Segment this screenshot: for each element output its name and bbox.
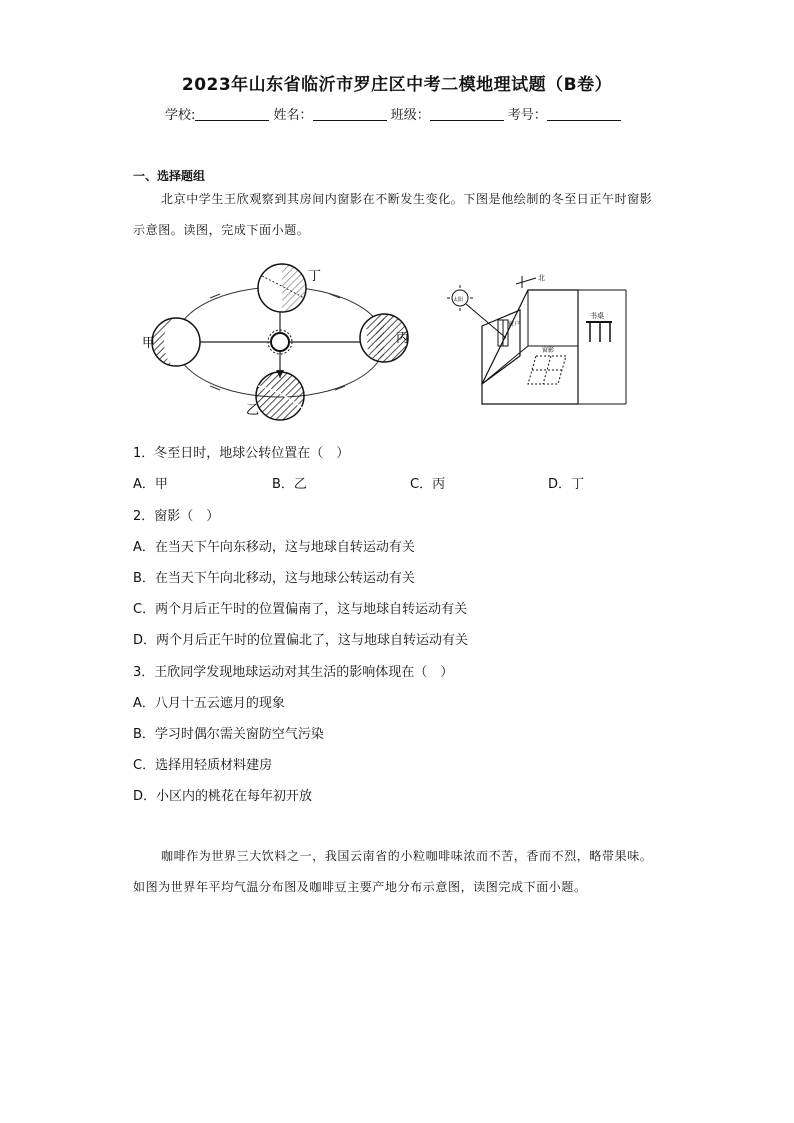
q2-option-c[interactable]: C．两个月后正午时的位置偏南了，这与地球自转运动有关: [133, 602, 468, 617]
q3-option-a[interactable]: A．八月十五云遮月的现象: [133, 696, 285, 711]
q1-option-c[interactable]: C．丙: [410, 477, 446, 492]
earth-jia: [152, 318, 200, 366]
exam-no-label: 考号：: [507, 108, 547, 123]
window-shadow: [528, 346, 566, 384]
q1-option-a[interactable]: A．甲: [133, 477, 168, 492]
north-label: 北: [538, 274, 545, 282]
window-icon: [498, 320, 520, 346]
q3-option-c[interactable]: C．选择用轻质材料建房: [133, 758, 273, 773]
question-3-stem: 3．王欣同学发现地球运动对其生活的影响体现在（ ）: [133, 665, 454, 680]
label-ding: 丁: [308, 269, 322, 284]
class-label: 班级：: [390, 108, 430, 123]
desk-label: 书桌: [590, 312, 604, 320]
q2-option-d[interactable]: D．两个月后正午时的位置偏北了，这与地球自转运动有关: [133, 633, 469, 648]
orbit-diagram: [140, 258, 410, 428]
sun-label: 太阳: [453, 297, 464, 303]
class-blank: [430, 106, 504, 121]
school-blank: [195, 106, 269, 121]
label-jia: 甲: [142, 336, 156, 351]
section-heading: 一、选择题组: [133, 169, 206, 183]
shadow-label: 窗影: [542, 347, 555, 354]
q2-option-a[interactable]: A．在当天下午向东移动，这与地球自转运动有关: [133, 540, 415, 555]
q1-option-d[interactable]: D．丁: [548, 477, 585, 492]
name-label: 姓名：: [273, 108, 313, 123]
window-label: 窗户: [508, 321, 521, 328]
q3-option-d[interactable]: D．小区内的桃花在每年初开放: [133, 789, 313, 804]
question-1-stem: 1．冬至日时，地球公转位置在（ ）: [133, 446, 350, 461]
earth-ding: [258, 264, 306, 312]
section2-intro: 咖啡作为世界三大饮料之一，我国云南省的小粒咖啡味浓而不苦，香而不烈，略带果味。如图为世界年平均气温分布图及咖啡豆主要产地分布示意图，读图完成下面小题。: [133, 849, 653, 894]
page-title: 2023年山东省临沂市罗庄区中考二模地理试题（B卷）: [181, 75, 613, 95]
label-yi: 乙: [246, 403, 260, 418]
section1-intro: 北京中学生王欣观察到其房间内窗影在不断发生变化。下图是他绘制的冬至日正午时窗影示意图。读图，完成下面小题。: [133, 192, 653, 237]
sun-icon: [268, 330, 292, 354]
name-blank: [313, 106, 387, 121]
q1-option-b[interactable]: B．乙: [272, 477, 307, 492]
question-2-stem: 2．窗影（ ）: [133, 509, 220, 524]
desk-icon: [586, 311, 612, 342]
room-diagram: [440, 266, 640, 416]
exam-no-blank: [547, 106, 621, 121]
label-bing: 丙: [396, 331, 410, 346]
earth-yi: [256, 372, 304, 420]
student-info-line: [165, 104, 621, 123]
q2-option-b[interactable]: B．在当天下午向北移动，这与地球公转运动有关: [133, 571, 415, 586]
q3-option-b[interactable]: B．学习时偶尔需关窗防空气污染: [133, 727, 324, 742]
school-label: 学校:: [165, 108, 196, 123]
